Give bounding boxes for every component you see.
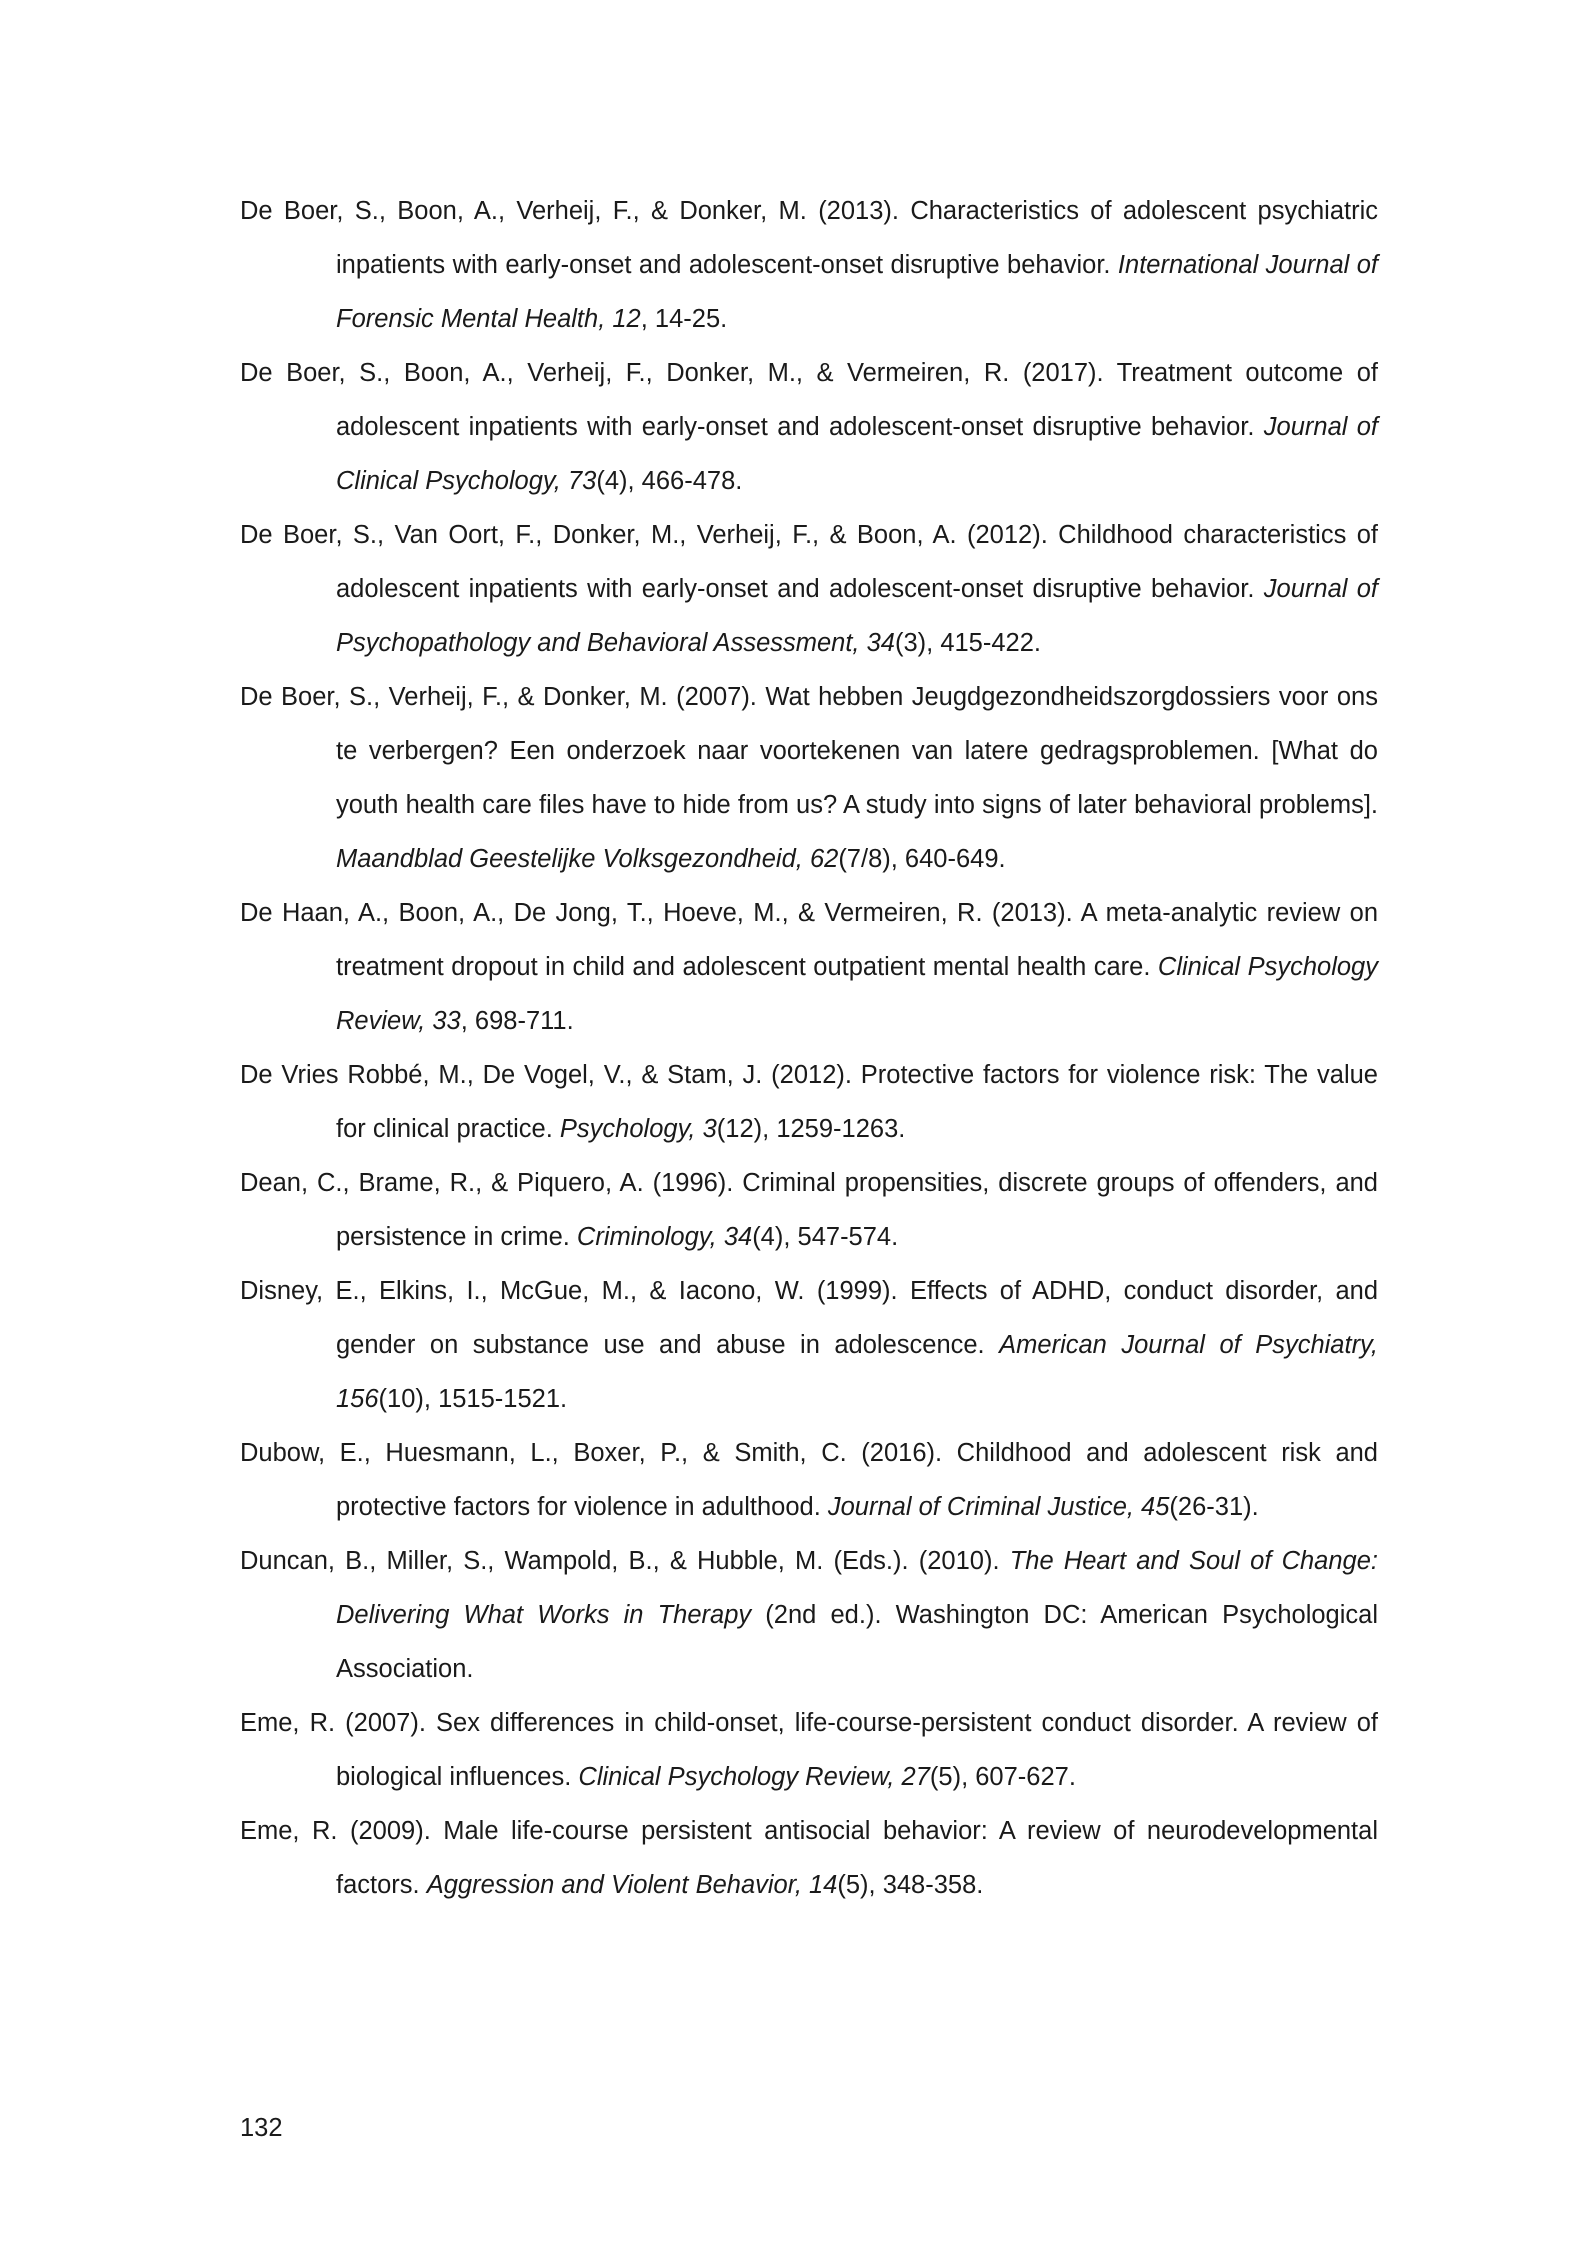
reference-text: (10), 1515-1521. — [378, 1385, 568, 1413]
reference-source-italic: Psychology, 3 — [559, 1115, 717, 1143]
reference-text: De Boer, S., Boon, A., Verheij, F., Donker, M., & Vermeiren, R. (2017). Treatment outcome of adolescent inpatients with early-onset and adolescent-onset disruptive behavior. — [240, 359, 1378, 441]
reference-entry — [240, 1804, 1378, 1912]
reference-text: (2nd ed.). Washington DC: American Psychological Association. — [336, 1601, 1378, 1683]
reference-text: (4), 466-478. — [596, 467, 743, 495]
reference-entry — [240, 184, 1378, 346]
page-number: 132 — [240, 2114, 283, 2142]
reference-entry — [240, 346, 1378, 508]
reference-text: Eme, R. (2007). Sex differences in child-onset, life-course-persistent conduct disorder. A review of biological influences. — [240, 1709, 1378, 1791]
reference-text: (12), 1259-1263. — [716, 1115, 906, 1143]
reference-text: (7/8), 640-649. — [838, 845, 1006, 873]
reference-list — [240, 184, 1378, 1912]
reference-source-italic: Clinical Psychology Review, 33 — [336, 953, 1378, 1035]
reference-text: , 14-25. — [640, 305, 728, 333]
reference-source-italic: American Journal of Psychiatry, 156 — [336, 1331, 1378, 1413]
reference-text: Dubow, E., Huesmann, L., Boxer, P., & Smith, C. (2016). Childhood and adolescent risk and protective factors for violence in adulthood. — [240, 1439, 1378, 1521]
reference-text: Dean, C., Brame, R., & Piquero, A. (1996). Criminal propensities, discrete groups of offenders, and persistence in crime. — [240, 1169, 1378, 1251]
reference-text: Duncan, B., Miller, S., Wampold, B., & Hubble, M. (Eds.). (2010). — [240, 1547, 1010, 1575]
reference-entry — [240, 1048, 1378, 1156]
reference-entry — [240, 1534, 1378, 1696]
reference-source-italic: Maandblad Geestelijke Volksgezondheid, 62 — [336, 845, 839, 873]
reference-text: (4), 547-574. — [752, 1223, 899, 1251]
reference-text: De Boer, S., Boon, A., Verheij, F., & Donker, M. (2013). Characteristics of adolescent psychiatric inpatients with early-onset and adolescent-onset disruptive behavior. — [240, 197, 1378, 279]
reference-text: De Haan, A., Boon, A., De Jong, T., Hoeve, M., & Vermeiren, R. (2013). A meta-analytic review on treatment dropout in child and adolescent outpatient mental health care. — [240, 899, 1378, 981]
reference-source-italic: Clinical Psychology Review, 27 — [578, 1763, 930, 1791]
reference-source-italic: Journal of Criminal Justice, 45 — [827, 1493, 1170, 1521]
reference-entry — [240, 1264, 1378, 1426]
reference-text: (5), 348-358. — [837, 1871, 984, 1899]
reference-text: De Vries Robbé, M., De Vogel, V., & Stam, J. (2012). Protective factors for violence risk: The value for clinical practice. — [240, 1061, 1378, 1143]
reference-source-italic: Aggression and Violent Behavior, 14 — [426, 1871, 838, 1899]
reference-text: (5), 607-627. — [929, 1763, 1076, 1791]
reference-entry — [240, 1426, 1378, 1534]
reference-source-italic: Journal of Clinical Psychology, 73 — [336, 413, 1378, 495]
reference-entry — [240, 670, 1378, 886]
reference-text: (3), 415-422. — [894, 629, 1041, 657]
reference-source-italic: Criminology, 34 — [576, 1223, 753, 1251]
reference-entry — [240, 1156, 1378, 1264]
reference-entry — [240, 1696, 1378, 1804]
reference-entry — [240, 508, 1378, 670]
reference-text: (26-31). — [1169, 1493, 1259, 1521]
reference-source-italic: The Heart and Soul of Change: Delivering What Works in Therapy — [336, 1547, 1378, 1629]
reference-source-italic: International Journal of Forensic Mental Health, 12 — [336, 251, 1378, 333]
reference-entry — [240, 886, 1378, 1048]
reference-text: De Boer, S., Verheij, F., & Donker, M. (2007). Wat hebben Jeugdgezondheidszorgdossiers voor ons te verbergen? Een onderzoek naar voortekenen van latere gedragsproblemen. [What do youth health care files have to hide from us? A study into signs of later behavioral problems]. — [240, 683, 1378, 819]
reference-text: De Boer, S., Van Oort, F., Donker, M., Verheij, F., & Boon, A. (2012). Childhood characteristics of adolescent inpatients with early-onset and adolescent-onset disruptive behavior. — [240, 521, 1378, 603]
reference-text: , 698-711. — [460, 1007, 574, 1035]
reference-text: Disney, E., Elkins, I., McGue, M., & Iacono, W. (1999). Effects of ADHD, conduct disorder, and gender on substance use and abuse in adolescence. — [240, 1277, 1378, 1359]
reference-text: Eme, R. (2009). Male life-course persistent antisocial behavior: A review of neurodevelopmental factors. — [240, 1817, 1378, 1899]
reference-source-italic: Journal of Psychopathology and Behavioral Assessment, 34 — [336, 575, 1378, 657]
